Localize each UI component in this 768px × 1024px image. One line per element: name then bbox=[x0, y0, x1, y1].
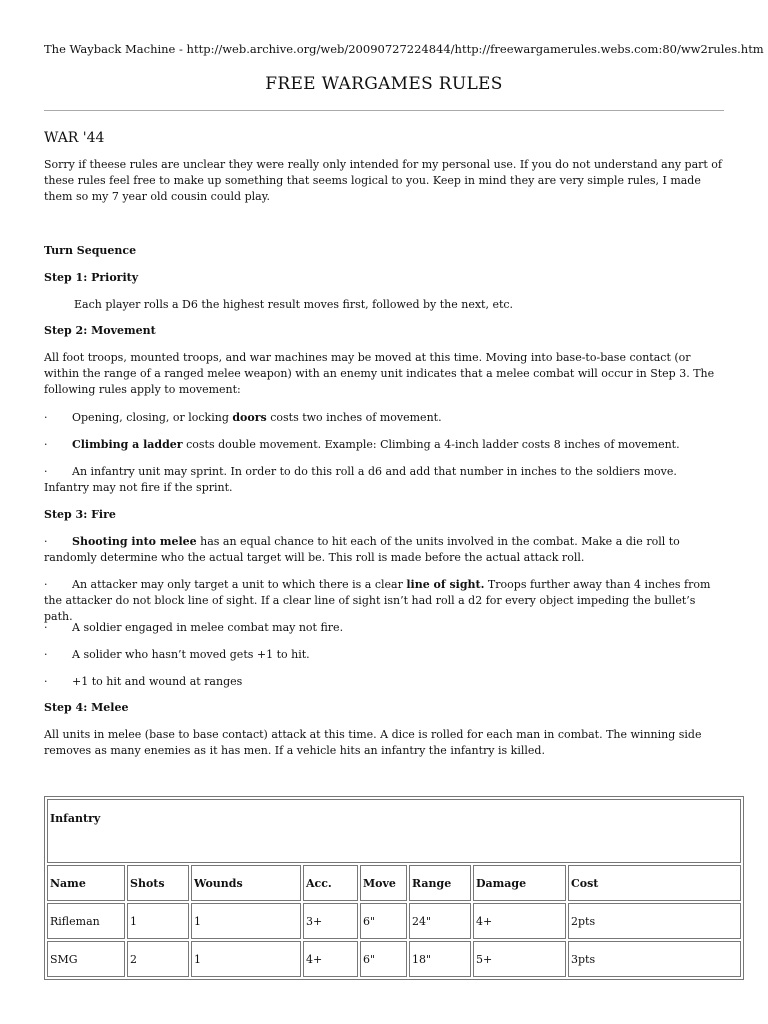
step3-bullet-unmoved: · A solider who hasn’t moved gets +1 to hit. bbox=[44, 648, 310, 661]
step2-bullet-ladder: · Climbing a ladder costs double movement. Example: Climbing a 4-inch ladder costs 8 inches of movement. bbox=[44, 438, 680, 451]
table-cell: 2pts bbox=[568, 903, 741, 939]
step2-heading: Step 2: Movement bbox=[44, 324, 156, 337]
table-caption: Infantry bbox=[47, 799, 741, 863]
header-cell: Cost bbox=[568, 865, 741, 901]
step3-heading: Step 3: Fire bbox=[44, 508, 116, 521]
table-cell: 6" bbox=[360, 903, 407, 939]
bullet-mark: · bbox=[44, 578, 48, 591]
step2-text: All foot troops, mounted troops, and war machines may be moved at this time. Moving into base-to-base contact (or within the range of a ranged melee weapon) with an enemy unit indicates that a melee combat will occur in Step 3. The following rules apply to movement: bbox=[44, 351, 715, 396]
step1-heading: Step 1: Priority bbox=[44, 271, 139, 284]
table-cell: 4+ bbox=[473, 903, 566, 939]
intro-paragraph: Sorry if theese rules are unclear they were really only intended for my personal use. If you do not understand any part of these rules feel free to make up something that seems logical to you. Keep in mind they are very simple rules, I made them so my 7 year old cousin could play. bbox=[44, 158, 723, 203]
header-cell: Acc. bbox=[303, 865, 358, 901]
header-cell: Move bbox=[360, 865, 407, 901]
header-cell: Shots bbox=[127, 865, 189, 901]
table-cell: 1 bbox=[127, 903, 189, 939]
step3-bullet-engaged: · A soldier engaged in melee combat may not fire. bbox=[44, 621, 344, 634]
wayback-header: The Wayback Machine - http://web.archive.org/web/20090727224844/http://freewargamerules.webs.com:80/ww2rules.htm bbox=[44, 42, 764, 56]
table-header-row bbox=[47, 865, 741, 901]
table-row bbox=[47, 903, 741, 939]
table-cell: 24" bbox=[409, 903, 471, 939]
table-cell: SMG bbox=[47, 941, 125, 977]
step3-bullet-los: · An attacker may only target a unit to which there is a clear line of sight. Troops further away than 4 inches from the attacker do not block line of sight. If a clear line of sight isn’t had roll a d2 for every object impeding the bullet’s path. bbox=[44, 578, 711, 623]
table-cell: 4+ bbox=[303, 941, 358, 977]
table-cell: 3+ bbox=[303, 903, 358, 939]
table-cell: Rifleman bbox=[47, 903, 125, 939]
table-cell: 1 bbox=[191, 903, 301, 939]
turn-sequence-heading: Turn Sequence bbox=[44, 244, 137, 257]
header-cell: Wounds bbox=[191, 865, 301, 901]
step1-text: Each player rolls a D6 the highest result moves first, followed by the next, etc. bbox=[74, 298, 514, 311]
table-cell: 5+ bbox=[473, 941, 566, 977]
header-cell: Damage bbox=[473, 865, 566, 901]
infantry-table bbox=[44, 796, 744, 980]
bullet-mark: · bbox=[44, 621, 48, 634]
step3-bullet-melee: · Shooting into melee has an equal chance to hit each of the units involved in the combat. Make a die roll to randomly determine who the actual target will be. This roll is made before the actual attack roll. bbox=[44, 535, 680, 564]
page-title: FREE WARGAMES RULES bbox=[265, 74, 503, 94]
table-cell: 1 bbox=[191, 941, 301, 977]
bullet-mark: · bbox=[44, 675, 48, 688]
step2-bullet-sprint: · An infantry unit may sprint. In order to do this roll a d6 and add that number in inches to the soldiers move. Infantry may not fire if the sprint. bbox=[44, 465, 677, 494]
table-cell: 2 bbox=[127, 941, 189, 977]
bullet-mark: · bbox=[44, 465, 48, 478]
step4-text: All units in melee (base to base contact) attack at this time. A dice is rolled for each man in combat. The winning side removes as many enemies as it has men. If a vehicle hits an infantry the infantry is killed. bbox=[44, 728, 702, 757]
table-cell: 18" bbox=[409, 941, 471, 977]
bullet-mark: · bbox=[44, 648, 48, 661]
rules-title: WAR '44 bbox=[44, 130, 105, 146]
bullet-mark: · bbox=[44, 438, 48, 451]
table-cell: 6" bbox=[360, 941, 407, 977]
step3-bullet-ranges: · +1 to hit and wound at ranges bbox=[44, 675, 243, 688]
table-row bbox=[47, 941, 741, 977]
bullet-mark: · bbox=[44, 535, 48, 548]
header-cell: Name bbox=[47, 865, 125, 901]
step4-heading: Step 4: Melee bbox=[44, 701, 129, 714]
table-cell: 3pts bbox=[568, 941, 741, 977]
step2-bullet-doors: · Opening, closing, or locking doors costs two inches of movement. bbox=[44, 411, 442, 424]
header-cell: Range bbox=[409, 865, 471, 901]
bullet-mark: · bbox=[44, 411, 48, 424]
divider bbox=[44, 110, 724, 111]
